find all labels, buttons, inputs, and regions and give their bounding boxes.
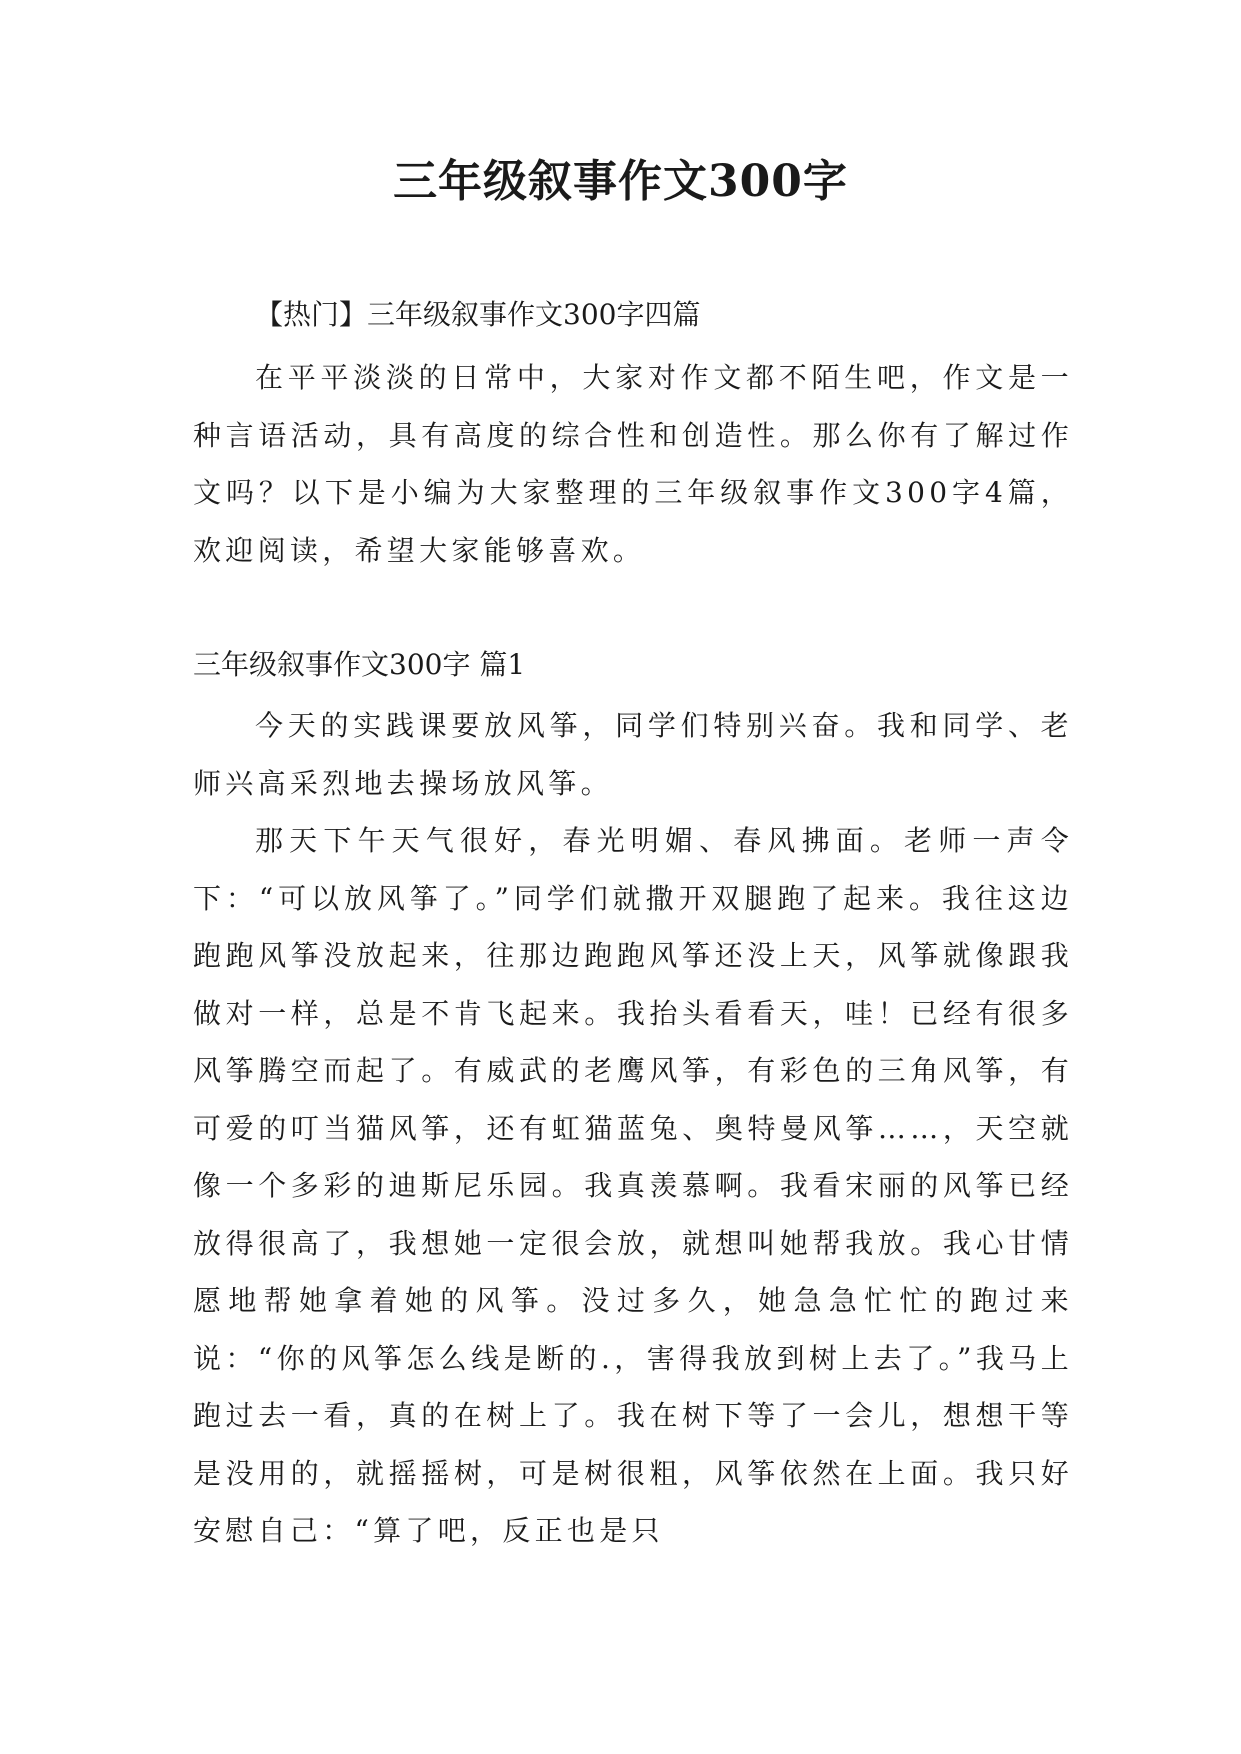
- section-title: 三年级叙事作文300字 篇1: [193, 648, 526, 681]
- intro-paragraph: 在平平淡淡的日常中，大家对作文都不陌生吧，作文是一种言语活动，具有高度的综合性和创造性。那么你有了解过作文吗？以下是小编为大家整理的三年级叙事作文300字4篇，欢迎阅读，希望大家能够喜欢。: [193, 361, 1073, 567]
- intro-block: [193, 295, 1073, 579]
- section-paragraph: 今天的实践课要放风筝，同学们特别兴奋。我和同学、老师兴高采烈地去操场放风筝。: [193, 709, 1073, 800]
- intro-heading: 【热门】三年级叙事作文300字四篇: [255, 298, 701, 331]
- section-1: [193, 645, 1073, 1560]
- document-title: 三年级叙事作文300字: [393, 156, 848, 207]
- section-paragraph: 那天下午天气很好，春光明媚、春风拂面。老师一声令下：“可以放风筝了。”同学们就撒开双腿跑了起来。我往这边跑跑风筝没放起来，往那边跑跑风筝还没上天，风筝就像跟我做对一样，总是不肯飞起来。我抬头看看天，哇！已经有很多风筝腾空而起了。有威武的老鹰风筝，有彩色的三角风筝，有可爱的叮当猫风筝，还有虹猫蓝兔、奥特曼风筝……，天空就像一个多彩的迪斯尼乐园。我真羡慕啊。我看宋丽的风筝已经放得很高了，我想她一定很会放，就想叫她帮我放。我心甘情愿地帮她拿着她的风筝。没过多久，她急急忙忙的跑过来说：“你的风筝怎么线是断的.，害得我放到树上去了。”我马上跑过去一看，真的在树上了。我在树下等了一会儿，想想干等是没用的，就摇摇树，可是树很粗，风筝依然在上面。我只好安慰自己：“算了吧，反正也是只: [193, 824, 1073, 1547]
